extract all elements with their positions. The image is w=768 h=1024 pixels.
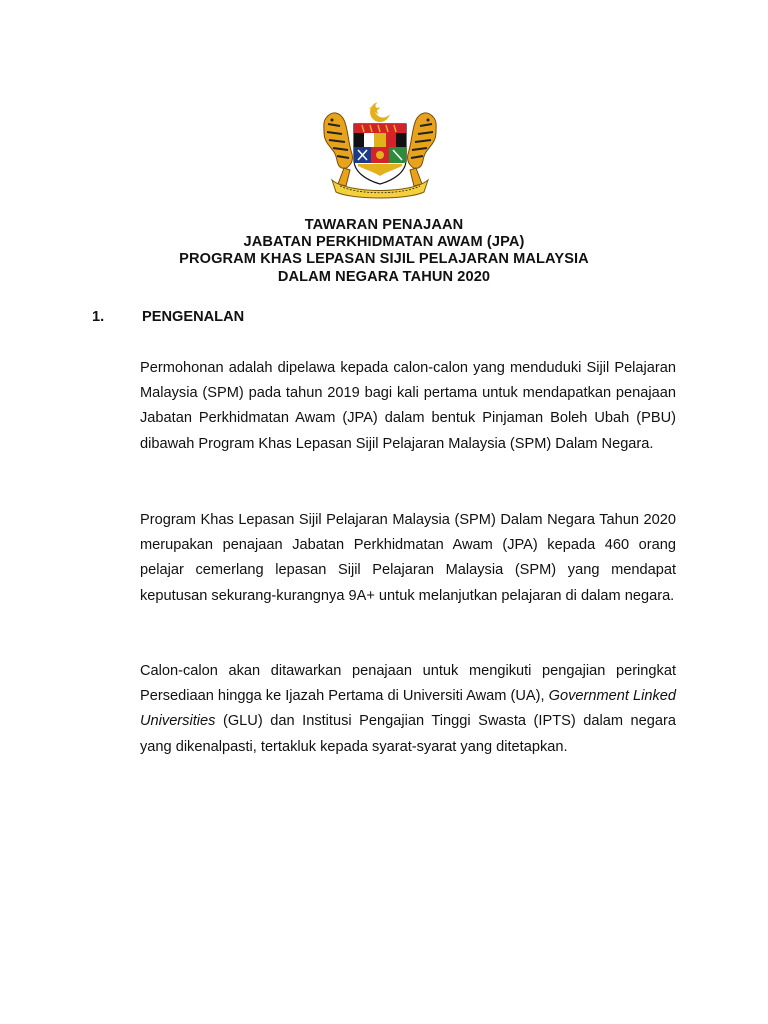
shield-icon	[354, 124, 406, 184]
title-line: DALAM NEGARA TAHUN 2020	[277, 268, 491, 285]
title-line: PROGRAM KHAS LEPASAN SIJIL PELAJARAN MALAYSIA	[179, 251, 589, 268]
paragraph-2: Program Khas Lepasan Sijil Pelajaran Malaysia (SPM) Dalam Negara Tahun 2020 merupakan penajaan Jabatan Perkhidmatan Awam (JPA) kepada 460 orang pelajar cemerlang lepasan Sijil Pelajaran Malaysia (SPM) yang mendapat keputusan sekurang-kurangnya 9A+ untuk melanjutkan pelajaran di dalam negara.	[140, 512, 676, 604]
section-title: PENGENALAN	[142, 309, 245, 325]
left-tiger-icon	[324, 113, 353, 186]
title-line: JABATAN PERKHIDMATAN AWAM (JPA)	[243, 234, 525, 251]
malaysia-coat-of-arms-icon	[318, 98, 442, 200]
paragraph-1: Permohonan adalah dipelawa kepada calon-calon yang menduduki Sijil Pelajaran Malaysia (SPM) pada tahun 2019 bagi kali pertama untuk mendapatkan penajaan Jabatan Perkhidmatan Awam (JPA) dalam bentuk Pinjaman Boleh Ubah (PBU) dibawah Program Khas Lepasan Sijil Pelajaran Malaysia (SPM) Dalam Negara.	[140, 360, 676, 452]
document-title	[0, 217, 768, 286]
paragraph-3-italic-text: Government Linked Universities	[140, 688, 676, 730]
crescent-star-icon	[369, 101, 392, 123]
paragraph-3-text: Calon-calon akan ditawarkan penajaan untuk mengikuti pengajian peringkat Persediaan hingga ke Ijazah Pertama di Universiti Awam (UA),	[140, 663, 676, 705]
section-number: 1.	[92, 309, 105, 325]
paragraph-3-text-end: (GLU) dan Institusi Pengajian Tinggi Swasta (IPTS) dalam negara yang dikenalpasti, tertakluk kepada syarat-syarat yang ditetapkan.	[140, 713, 676, 755]
right-tiger-icon	[408, 113, 437, 186]
title-line: TAWARAN PENAJAAN	[304, 217, 464, 233]
paragraph-3	[140, 659, 676, 760]
